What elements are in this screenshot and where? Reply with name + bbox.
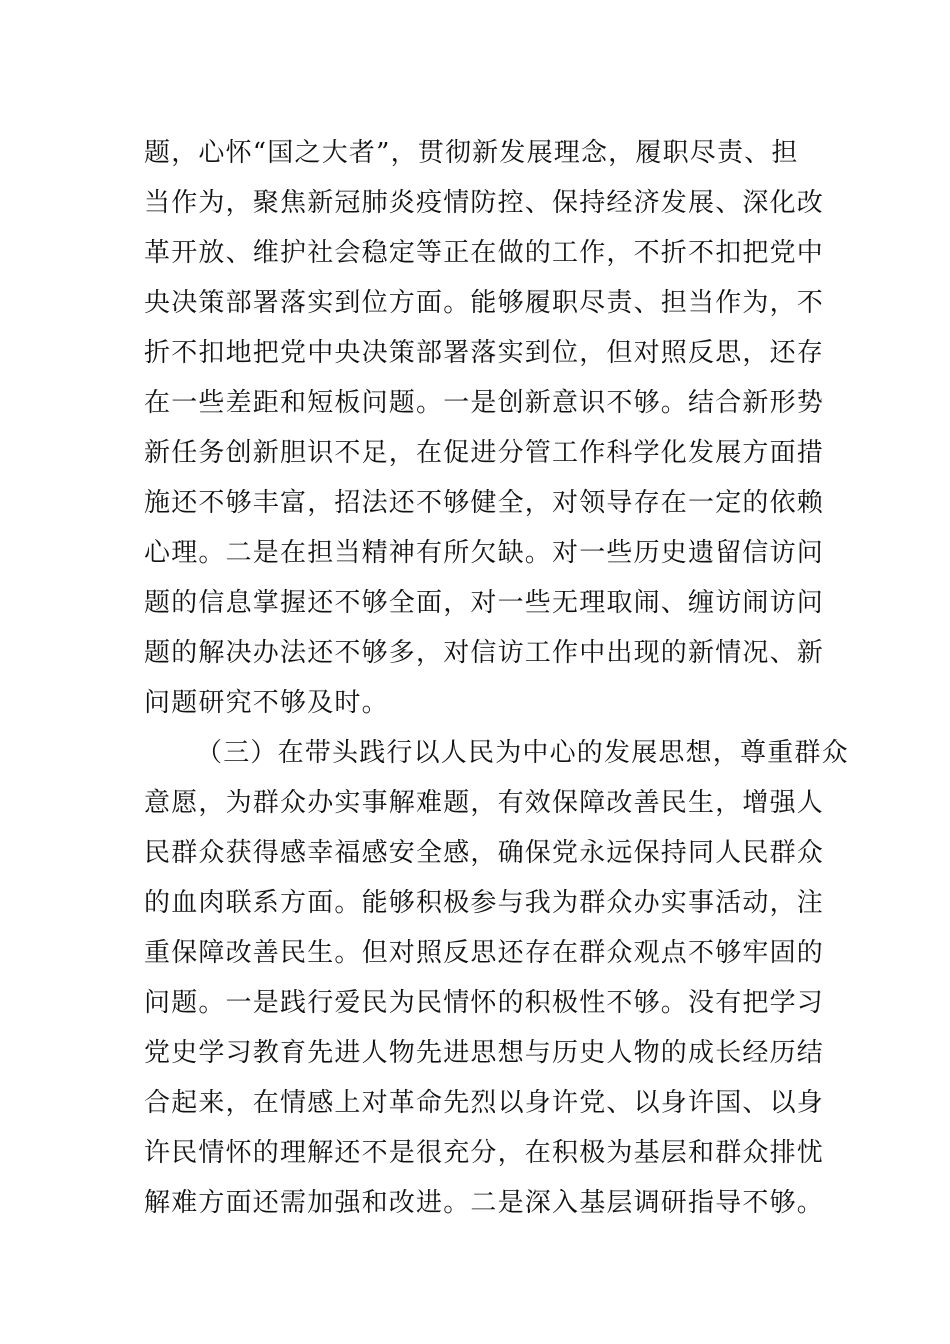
text-line: 施还不够丰富，招法还不够健全，对领导存在一定的依赖 <box>144 488 825 518</box>
text-line: 合起来，在情感上对革命先烈以身许党、以身许国、以身 <box>144 1088 825 1118</box>
text-line: 题的信息掌握还不够全面，对一些无理取闹、缠访闹访问 <box>144 588 825 618</box>
text-line: 央决策部署落实到位方面。能够履职尽责、担当作为，不 <box>144 288 825 318</box>
text-line: 在一些差距和短板问题。一是创新意识不够。结合新形势 <box>144 388 825 418</box>
text-line: 当作为，聚焦新冠肺炎疫情防控、保持经济发展、深化改 <box>144 188 825 218</box>
text-line: 问题。一是践行爱民为民情怀的积极性不够。没有把学习 <box>144 988 825 1018</box>
text-line: 题，心怀“国之大者”，贯彻新发展理念，履职尽责、担 <box>144 138 799 168</box>
text-line: 革开放、维护社会稳定等正在做的工作，不折不扣把党中 <box>144 238 825 268</box>
text-line: 许民情怀的理解还不是很充分，在积极为基层和群众排忧 <box>144 1138 825 1168</box>
text-line: 题的解决办法还不够多，对信访工作中出现的新情况、新 <box>144 638 825 668</box>
text-line: 折不扣地把党中央决策部署落实到位，但对照反思，还存 <box>144 338 825 368</box>
text-line: 问题研究不够及时。 <box>144 688 389 718</box>
text-line: 意愿，为群众办实事解难题，有效保障改善民生，增强人 <box>144 788 825 818</box>
text-line: 民群众获得感幸福感安全感，确保党永远保持同人民群众 <box>144 838 825 868</box>
section-heading-line: （三）在带头践行以人民为中心的发展思想，尊重群众 <box>196 738 849 768</box>
text-line: 新任务创新胆识不足，在促进分管工作科学化发展方面措 <box>144 438 825 468</box>
text-line: 党史学习教育先进人物先进思想与历史人物的成长经历结 <box>144 1038 825 1068</box>
text-line: 的血肉联系方面。能够积极参与我为群众办实事活动，注 <box>144 888 825 918</box>
text-line: 解难方面还需加强和改进。二是深入基层调研指导不够。 <box>144 1188 825 1218</box>
text-line: 重保障改善民生。但对照反思还存在群众观点不够牢固的 <box>144 938 825 968</box>
text-line: 心理。二是在担当精神有所欠缺。对一些历史遗留信访问 <box>144 538 825 568</box>
